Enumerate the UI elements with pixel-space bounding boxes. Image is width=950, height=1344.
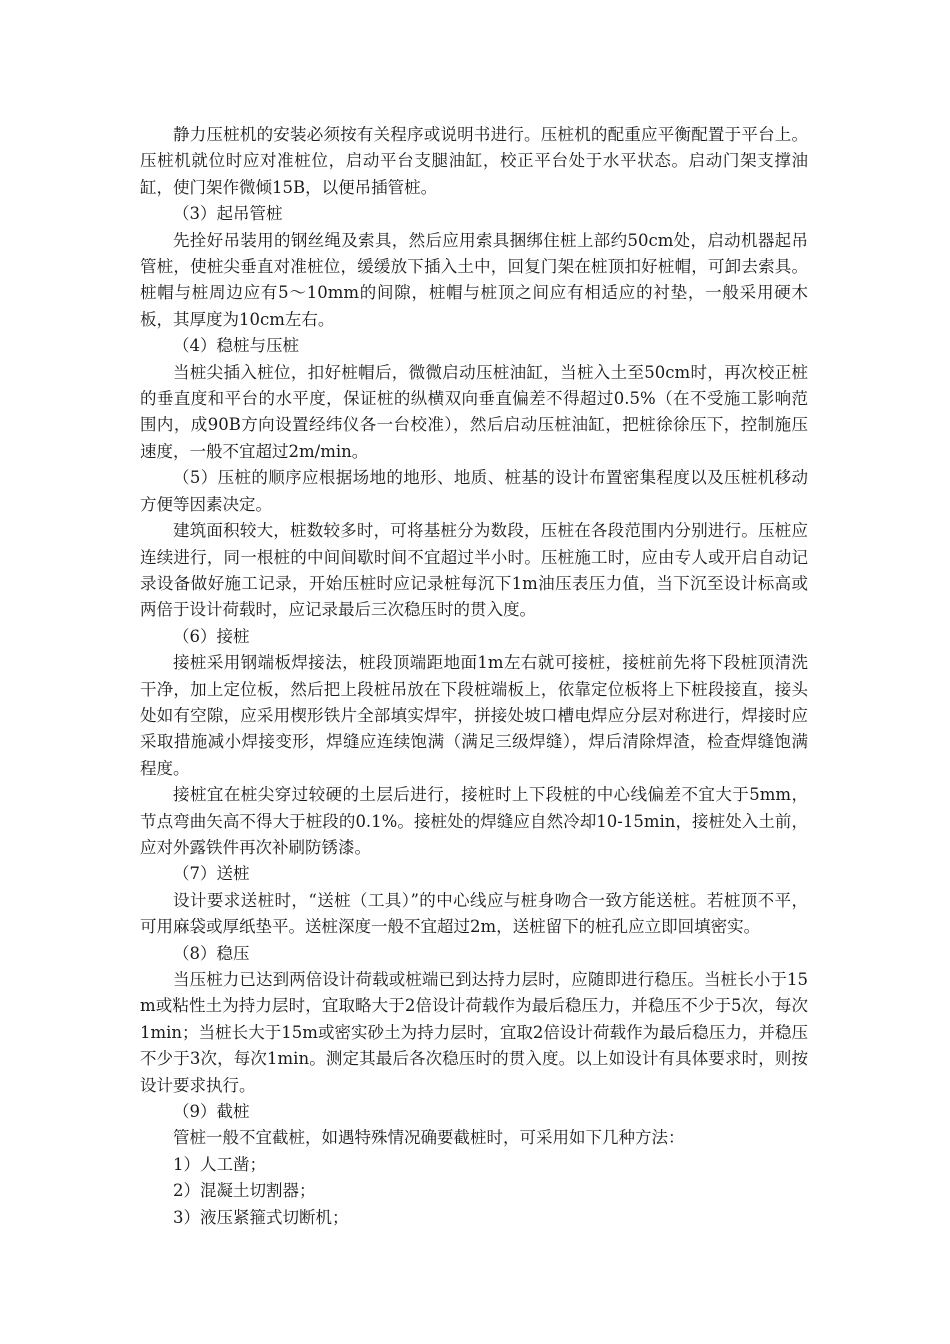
section-heading-pile-joint: （6）接桩 — [173, 626, 250, 646]
paragraph-stabilize-press: 当桩尖插入桩位，扣好桩帽后，微微启动压桩油缸，当桩入土至50cm时，再次校正桩的垂直度和平台的水平度，保证桩的纵横双向垂直偏差不得超过0.5%（在不受施工影响范围内，成90B方向设置经纬仪各一台校准），然后启动压桩油缸，把桩徐徐压下，控制施压速度，一般不宜超过2m/min。 — [140, 362, 808, 461]
list-item-concrete-cutter: 2）混凝土切割器； — [173, 1181, 316, 1201]
section-heading-follower: （7）送桩 — [173, 864, 250, 884]
section-heading-stabilizing: （8）稳压 — [173, 943, 250, 963]
paragraph-follower: 设计要求送桩时，“送桩（工具）”的中心线应与桩身吻合一致方能送桩。若桩顶不平，可用麻袋或厚纸垫平。送桩深度一般不宜超过2m，送桩留下的桩孔应立即回填密实。 — [140, 890, 808, 937]
document-body — [140, 122, 808, 1231]
list-item-hydraulic-cutter: 3）液压紧箍式切断机； — [173, 1207, 349, 1227]
section-heading-cut-pile: （9）截桩 — [173, 1102, 250, 1122]
list-item-manual-chisel: 1）人工凿； — [173, 1154, 266, 1174]
paragraph-press-sequence: （5）压桩的顺序应根据场地的地形、地质、桩基的设计布置密集程度以及压桩机移动方便等因素决定。 — [140, 468, 808, 514]
paragraph-stabilizing: 当压桩力已达到两倍设计荷载或桩端已到达持力层时，应随即进行稳压。当桩长小于15m或粘性土为持力层时，宜取略大于2倍设计荷载作为最后稳压力，并稳压不少于5次，每次1min；当桩长大于15m或密实砂土为持力层时，宜取2倍设计荷载作为最后稳压力，并稳压不少于3次，每次1min。测定其最后各次稳压时的贯入度。以上如设计有具体要求时，则按设计要求执行。 — [140, 970, 808, 1095]
paragraph-lifting-pile: 先拴好吊装用的钢丝绳及索具，然后应用索具捆绑住桩上部约50cm处，启动机器起吊管桩，使桩尖垂直对准桩位，缓缓放下插入土中，回复门架在桩顶扣好桩帽，可卸去索具。桩帽与桩周边应有5～10mm的间隙，桩帽与桩顶之间应有相适应的衬垫，一般采用硬木板，其厚度为10cm左右。 — [140, 230, 808, 329]
paragraph-pile-joint-tolerance: 接桩宜在桩尖穿过较硬的土层后进行，接桩时上下段桩的中心线偏差不宜大于5mm，节点弯曲矢高不得大于桩段的0.1%。接桩处的焊缝应自然冷却10-15min，接桩处入土前，应对外露铁件再次补刷防锈漆。 — [140, 785, 808, 857]
section-heading-stabilize-press: （4）稳桩与压桩 — [173, 336, 299, 356]
paragraph-large-area: 建筑面积较大，桩数较多时，可将基桩分为数段，压桩在各段范围内分别进行。压桩应连续进行，同一根桩的中间间歇时间不宜超过半小时。压桩施工时，应由专人或开启自动记录设备做好施工记录，开始压桩时应记录桩每沉下1m油压表压力值，当下沉至设计标高或两倍于设计荷载时，应记录最后三次稳压时的贯入度。 — [140, 521, 808, 620]
paragraph-pile-joint-welding: 接桩采用钢端板焊接法，桩段顶端距地面1m左右就可接桩，接桩前先将下段桩顶清洗干净，加上定位板，然后把上段桩吊放在下段桩端板上，依靠定位板将上下桩段接直，接头处如有空隙，应采用楔形铁片全部填实焊牢，拼接处坡口槽电焊应分层对称进行，焊接时应采取措施减小焊接变形，焊缝应连续饱满（满足三级焊缝），焊后清除焊渣，检查焊缝饱满程度。 — [140, 653, 808, 778]
paragraph-cut-pile: 管桩一般不宜截桩，如遇特殊情况确要截桩时，可采用如下几种方法： — [173, 1128, 685, 1148]
paragraph-press-installation: 静力压桩机的安装必须按有关程序或说明书进行。压桩机的配重应平衡配置于平台上。压桩机就位时应对准桩位，启动平台支腿油缸，校正平台处于水平状态。启动门架支撑油缸，使门架作微倾15B，以便吊插管桩。 — [140, 125, 808, 197]
section-heading-lifting-pile: （3）起吊管桩 — [173, 204, 283, 224]
